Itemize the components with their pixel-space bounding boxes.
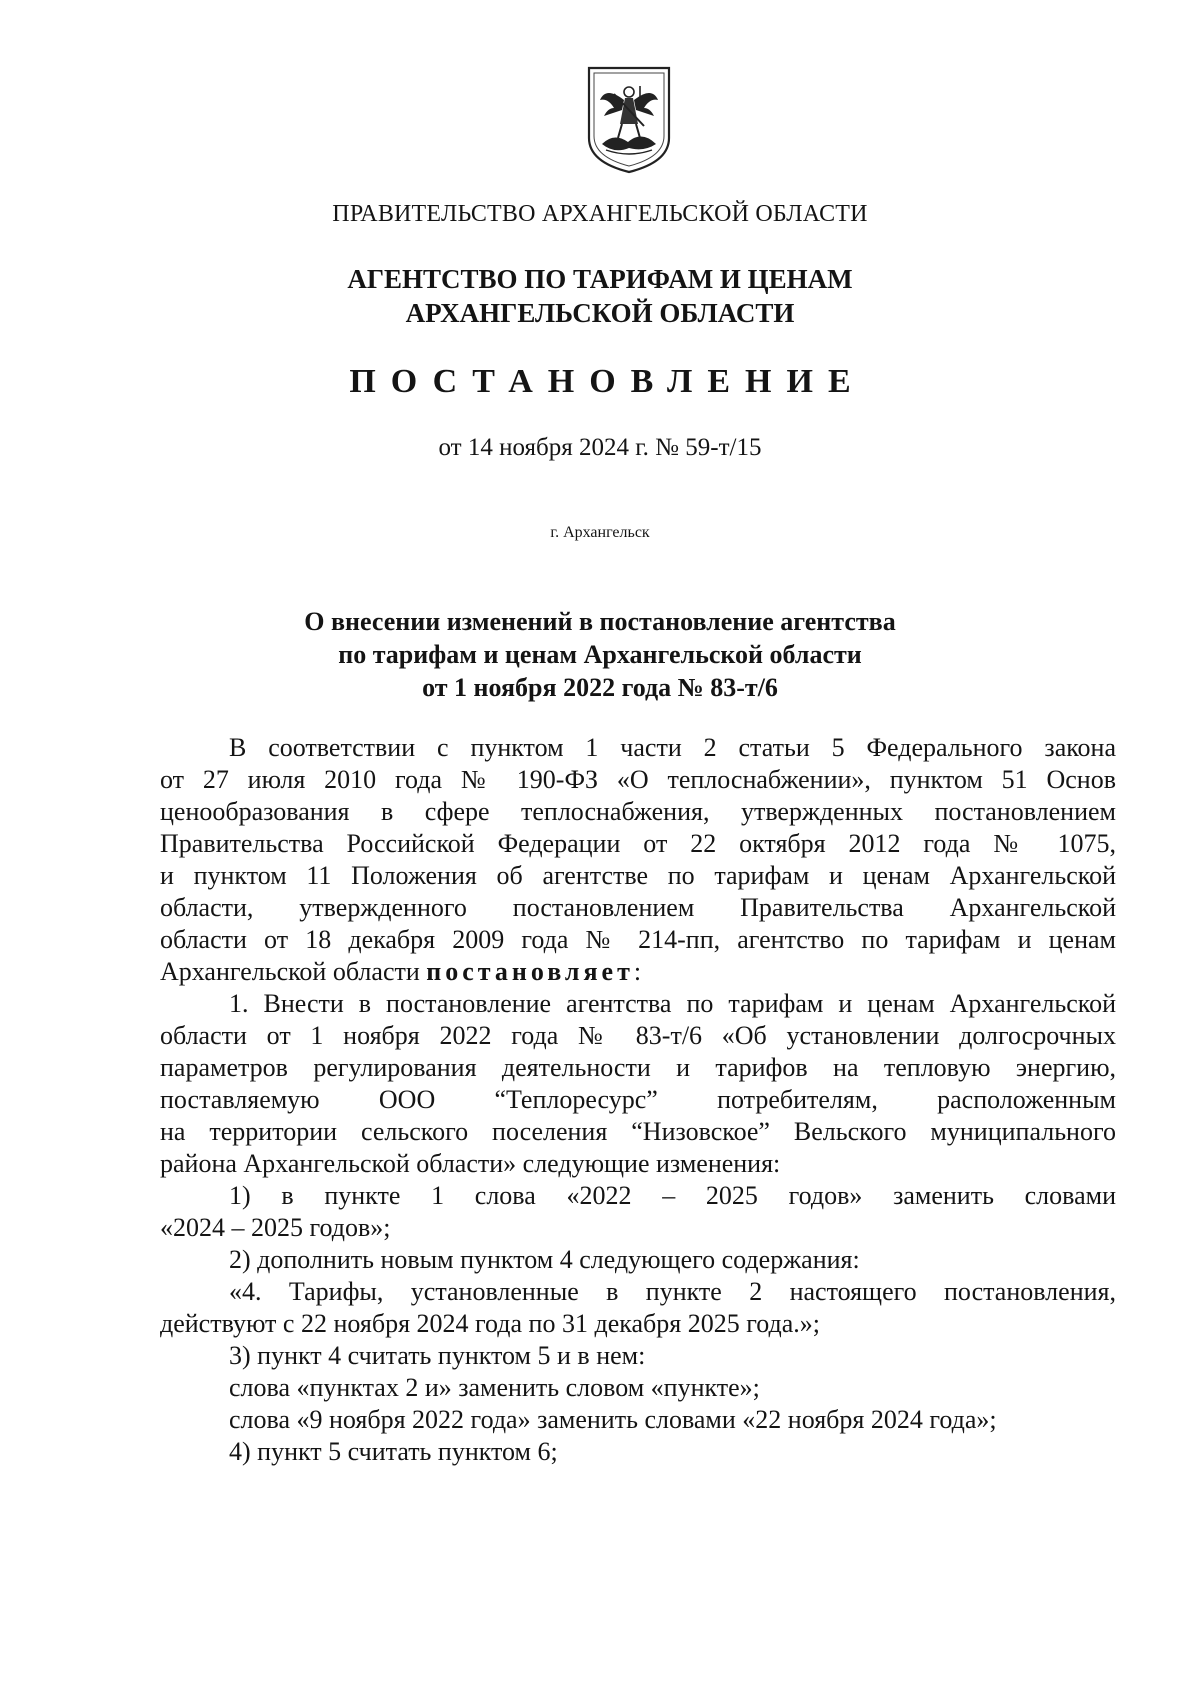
decree-date-number: от 14 ноября 2024 г. № 59-т/15: [438, 434, 762, 461]
body-line: области от 18 декабря 2009 года № 214-пп, агентство по тарифам и ценам: [160, 925, 1116, 954]
body-line: 3) пункт 4 считать пунктом 5 и в нем:: [229, 1341, 646, 1370]
body-line: В соответствии с пунктом 1 части 2 статьи 5 Федерального закона: [229, 733, 1116, 762]
body-line: 1. Внести в постановление агентства по тарифам и ценам Архангельской: [229, 989, 1116, 1018]
body-line: 1) в пункте 1 слова «2022 – 2025 годов» заменить словами: [229, 1181, 1116, 1210]
resolves-keyword: постановляет: [426, 957, 634, 986]
government-name: ПРАВИТЕЛЬСТВО АРХАНГЕЛЬСКОЙ ОБЛАСТИ: [332, 201, 868, 227]
body-line: поставляемую ООО “Теплоресурс” потребителям, расположенным: [160, 1085, 1116, 1114]
body-line: действуют с 22 ноября 2024 года по 31 декабря 2025 года.»;: [160, 1309, 820, 1338]
body-text: :: [633, 957, 642, 986]
subject-line: от 1 ноября 2022 года № 83-т/6: [422, 673, 778, 702]
body-text: Архангельской области: [160, 957, 420, 986]
decree-city: г. Архангельск: [550, 524, 650, 541]
body-line: параметров регулирования деятельности и тарифов на тепловую энергию,: [160, 1053, 1116, 1082]
body-line: области, утвержденного постановлением Правительства Архангельской: [160, 893, 1116, 922]
body-line: ценообразования в сфере теплоснабжения, утвержденных постановлением: [160, 797, 1116, 826]
body-line: слова «9 ноября 2022 года» заменить словами «22 ноября 2024 года»;: [229, 1405, 997, 1434]
body-line: на территории сельского поселения “Низовское” Вельского муниципального: [160, 1117, 1116, 1146]
body-line: «4. Тарифы, установленные в пункте 2 настоящего постановления,: [229, 1277, 1116, 1306]
body-line: 2) дополнить новым пунктом 4 следующего содержания:: [229, 1245, 860, 1274]
body-line: района Архангельской области» следующие изменения:: [160, 1149, 781, 1178]
body-line: от 27 июля 2010 года № 190-ФЗ «О теплоснабжении», пунктом 51 Основ: [160, 765, 1116, 794]
agency-name-line2: АРХАНГЕЛЬСКОЙ ОБЛАСТИ: [405, 298, 795, 328]
subject-line: по тарифам и ценам Архангельской области: [338, 640, 862, 669]
body-line: области от 1 ноября 2022 года № 83-т/6 «Об установлении долгосрочных: [160, 1021, 1116, 1050]
body-line: слова «пунктах 2 и» заменить словом «пункте»;: [229, 1373, 760, 1402]
body-line: Правительства Российской Федерации от 22 октября 2012 года № 1075,: [160, 829, 1116, 858]
coat-of-arms-emblem: [584, 64, 674, 176]
document-type-title: ПОСТАНОВЛЕНИЕ: [349, 363, 866, 400]
body-line: и пунктом 11 Положения об агентстве по тарифам и ценам Архангельской: [160, 861, 1116, 890]
body-line: 4) пункт 5 считать пунктом 6;: [229, 1437, 558, 1466]
subject-line: О внесении изменений в постановление агентства: [304, 607, 896, 636]
body-line: [160, 956, 1116, 988]
body-line: «2024 – 2025 годов»;: [160, 1213, 391, 1242]
agency-name-line1: АГЕНТСТВО ПО ТАРИФАМ И ЦЕНАМ: [347, 264, 853, 294]
